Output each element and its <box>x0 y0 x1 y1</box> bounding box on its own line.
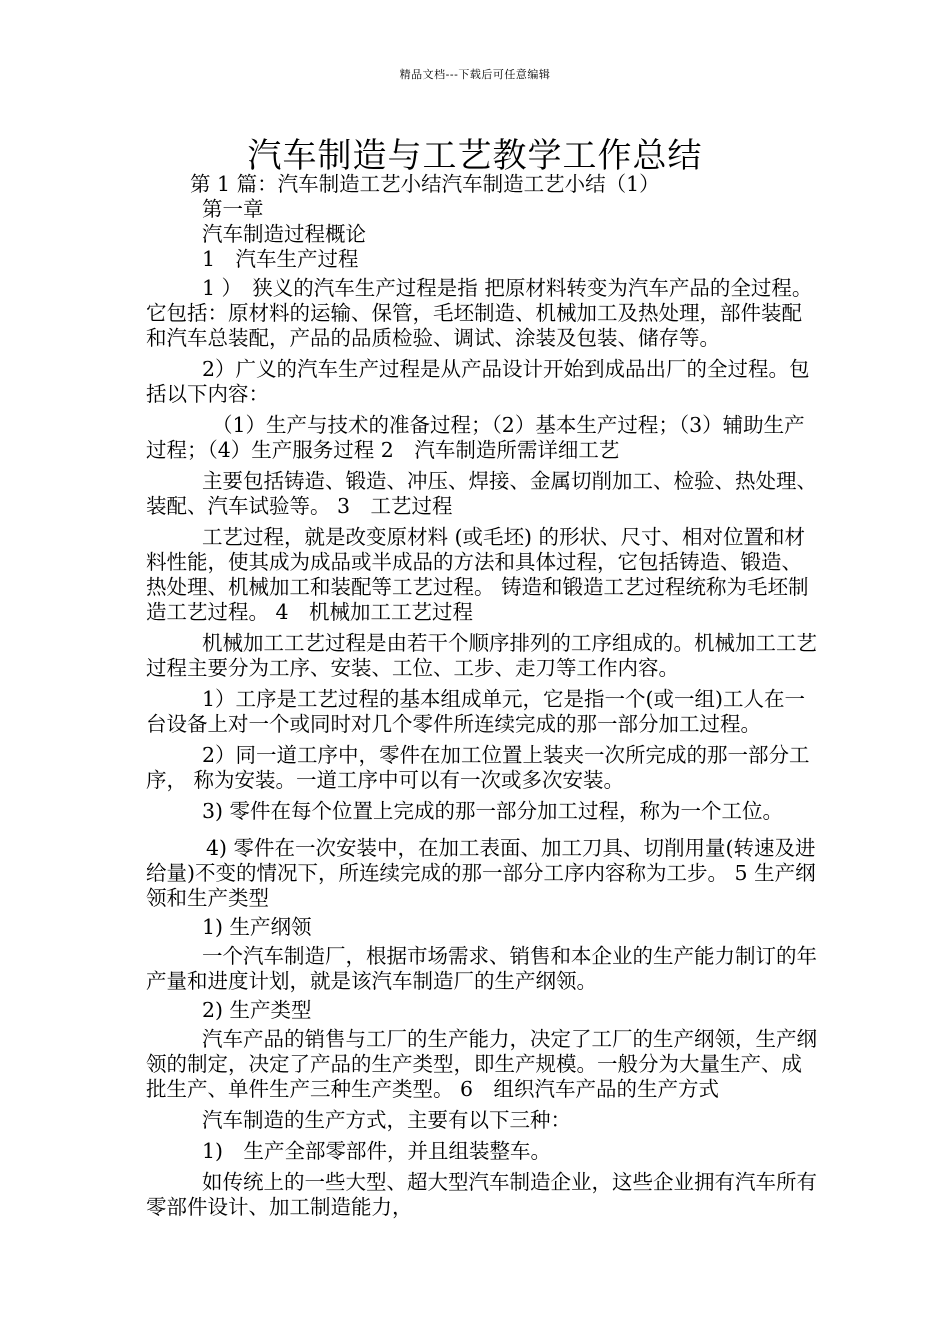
list-heading: 1) 生产纲领 <box>202 915 312 939</box>
body-paragraph: 机械加工工艺过程是由若干个顺序排列的工序组成的。机械加工工艺过程主要分为工序、安装、工位、工步、走刀等工作内容。 <box>146 631 817 680</box>
subsection-heading: 1 汽车生产过程 <box>202 247 359 271</box>
section-heading: 第 1 篇：汽车制造工艺小结汽车制造工艺小结（1） <box>190 172 660 196</box>
body-paragraph: 2）广义的汽车生产过程是从产品设计开始到成品出厂的全过程。包括以下内容： <box>146 357 810 406</box>
body-paragraph: 汽车制造的生产方式，主要有以下三种： <box>202 1108 571 1132</box>
body-paragraph: 主要包括铸造、锻造、冲压、焊接、金属切削加工、检验、热处理、装配、汽车试验等。 3 工艺过程 <box>146 469 817 518</box>
body-paragraph: 1）工序是工艺过程的基本组成单元，它是指一个(或一组)工人在一台设备上对一个或同时对几个零件所连续完成的那一部分加工过程。 <box>146 687 806 736</box>
body-paragraph: 1 ） 狭义的汽车生产过程是指 把原材料转变为汽车产品的全过程。它包括：原材料的运输、保管，毛坯制造、机械加工及热处理，部件装配和汽车总装配，产品的品质检验、调试、涂装及包装、储存等。 <box>146 276 813 350</box>
body-paragraph: 一个汽车制造厂，根据市场需求、销售和本企业的生产能力制订的年产量和进度计划，就是该汽车制造厂的生产纲领。 <box>146 944 817 993</box>
body-paragraph: 工艺过程，就是改变原材料 (或毛坯) 的形状、尺寸、相对位置和材料性能，使其成为成品或半成品的方法和具体过程，它包括铸造、锻造、热处理、机械加工和装配等工艺过程。 铸造和锻造工艺过程统称为毛坯制造工艺过程。 4 机械加工工艺过程 <box>146 525 809 624</box>
list-heading: 2) 生产类型 <box>202 998 312 1022</box>
body-paragraph: （1）生产与技术的准备过程；（2）基本生产过程；（3）辅助生产过程；（4）生产服务过程 2 汽车制造所需详细工艺 <box>146 413 805 462</box>
body-paragraph: 3) 零件在每个位置上完成的那一部分加工过程，称为一个工位。 <box>202 799 784 823</box>
header-note: 精品文档---下载后可任意编辑 <box>399 68 551 81</box>
body-paragraph: 汽车产品的销售与工厂的生产能力，决定了工厂的生产纲领，生产纲领的制定，决定了产品的生产类型，即生产规模。一般分为大量生产、成批生产、单件生产三种生产类型。 6 组织汽车产品的生产方式 <box>146 1027 817 1101</box>
list-heading: 1) 生产全部零部件，并且组装整车。 <box>202 1139 552 1163</box>
chapter-heading: 第一章 <box>202 197 264 221</box>
body-paragraph: 如传统上的一些大型、超大型汽车制造企业，这些企业拥有汽车所有零部件设计、加工制造能力， <box>146 1170 817 1219</box>
chapter-title: 汽车制造过程概论 <box>202 222 366 246</box>
body-paragraph: 2）同一道工序中，零件在加工位置上装夹一次所完成的那一部分工序， 称为安装。一道工序中可以有一次或多次安装。 <box>146 743 810 792</box>
body-paragraph: 4) 零件在一次安装中，在加工表面、加工刀具、切削用量(转速及进给量)不变的情况下，所连续完成的那一部分工序内容称为工步。 5 生产纲领和生产类型 <box>146 836 816 910</box>
document-title: 汽车制造与工艺教学工作总结 <box>247 136 703 176</box>
document-body <box>146 172 818 1220</box>
